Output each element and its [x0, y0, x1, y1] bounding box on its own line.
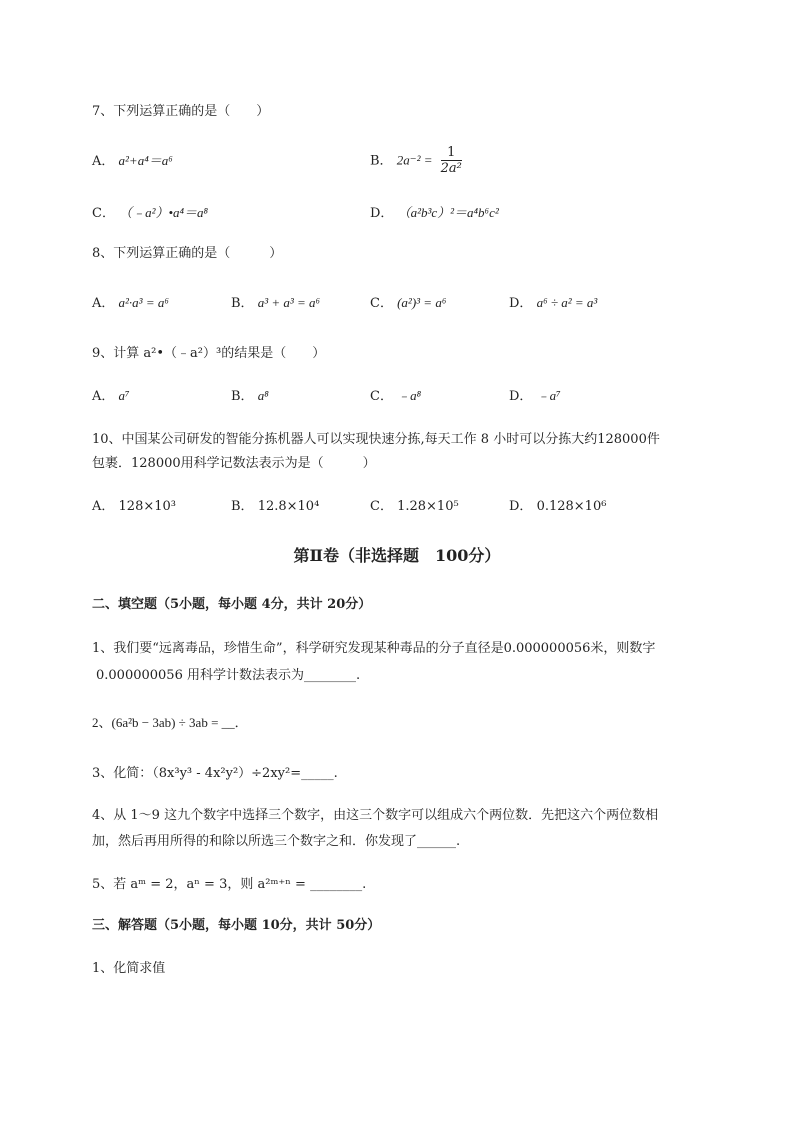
q10-option-a: [92, 495, 176, 514]
fill-3: 3、化简：（8x³y³ - 4x²y²）÷2xy²=_____.: [92, 766, 338, 781]
option-label: B．: [370, 153, 393, 169]
option-expression: （﹣a²）•a⁴＝a⁸: [119, 205, 209, 220]
q10-stem-line2: 包裹．128000用科学记数法表示为是（ ）: [92, 456, 376, 471]
q10-option-c: [370, 495, 459, 514]
option-expression: a²·a³ = a⁶: [118, 295, 169, 310]
option-label: D．: [509, 389, 533, 404]
q7-option-d: [370, 202, 499, 221]
option-label: C．: [370, 296, 393, 311]
q9-option-d: [509, 385, 561, 404]
option-expression: 0.128×10⁶: [536, 499, 607, 514]
fill-1-line1: 1、我们要“远离毒品，珍惜生命”，科学研究发现某种毒品的分子直径是0.000000056米，则数字: [92, 641, 656, 656]
q9-option-b: [231, 385, 269, 404]
option-expression: 128×10³: [118, 499, 176, 514]
option-label: C．: [92, 206, 115, 221]
option-expression: a²+a⁴＝a⁶: [118, 153, 173, 168]
option-label: A．: [92, 499, 115, 514]
q10-stem-line1: 10、中国某公司研发的智能分拣机器人可以实现快速分拣,每天工作 8 小时可以分拣大约128000件: [92, 432, 660, 447]
option-label: B．: [231, 499, 254, 514]
q8-option-b: [231, 292, 320, 311]
option-label: B．: [231, 296, 254, 311]
q8-option-c: [370, 292, 446, 311]
q7-option-b: [370, 146, 462, 176]
q7-option-a: [92, 150, 173, 169]
q8-option-d: [509, 292, 597, 311]
fill-4-line2: 加，然后再用所得的和除以所选三个数字之和．你发现了______.: [92, 834, 461, 849]
q8-stem: 8、下列运算正确的是（ ）: [92, 246, 283, 261]
fraction-numerator: 1: [441, 146, 462, 161]
option-label: C．: [370, 389, 393, 404]
q10-option-d: [509, 495, 606, 514]
fraction-denominator: 2a²: [440, 161, 462, 176]
section-2-heading: 二、填空题（5小题，每小题 4分，共计 20分）: [92, 597, 372, 612]
option-label: A．: [92, 296, 115, 311]
option-label: C．: [370, 499, 393, 514]
section-3-heading: 三、解答题（5小题，每小题 10分，共计 50分）: [92, 918, 381, 933]
option-expression: 2a⁻² =: [396, 152, 433, 168]
option-expression: 1.28×10⁵: [397, 499, 459, 514]
q10-option-b: [231, 495, 319, 514]
option-expression: ﹣a⁷: [536, 388, 561, 403]
q9-stem: 9、计算 a²•（﹣a²）³的结果是（ ）: [92, 346, 326, 361]
q9-option-c: [370, 385, 421, 404]
option-expression: ﹣a⁸: [397, 388, 422, 403]
option-expression: a³ + a³ = a⁶: [257, 295, 321, 310]
q7-option-c: [92, 202, 208, 221]
option-label: B．: [231, 389, 254, 404]
solve-1: 1、化简求值: [92, 961, 166, 976]
option-label: D．: [509, 499, 533, 514]
q9-option-a: [92, 385, 130, 404]
q8-option-a: [92, 292, 169, 311]
option-expression: 12.8×10⁴: [257, 499, 320, 514]
q7-stem: 7、下列运算正确的是（ ）: [92, 104, 270, 119]
fill-5: 5、若 aᵐ = 2，aⁿ = 3，则 a²ᵐ⁺ⁿ = ________.: [92, 877, 367, 892]
part-2-title: 第Ⅱ卷（非选择题 100分）: [293, 546, 501, 565]
option-label: D．: [509, 296, 533, 311]
option-label: D．: [370, 206, 394, 221]
option-expression: （a²b³c）²＝a⁴b⁶c²: [397, 205, 499, 220]
option-expression: a⁶ ÷ a² = a³: [536, 295, 598, 310]
fraction: [441, 146, 462, 176]
fill-4-line1: 4、从 1～9 这九个数字中选择三个数字，由这三个数字可以组成六个两位数．先把这六个两位数相: [92, 808, 659, 823]
option-label: A．: [92, 389, 115, 404]
fill-2: 2、(6a²b − 3ab) ÷ 3ab = __．: [92, 715, 248, 730]
option-expression: (a²)³ = a⁶: [397, 295, 447, 310]
option-label: A．: [92, 154, 115, 169]
fill-1-line2: 0.000000056 用科学计数法表示为________.: [96, 668, 361, 683]
option-expression: a⁷: [118, 388, 130, 403]
option-expression: a⁸: [257, 388, 269, 403]
